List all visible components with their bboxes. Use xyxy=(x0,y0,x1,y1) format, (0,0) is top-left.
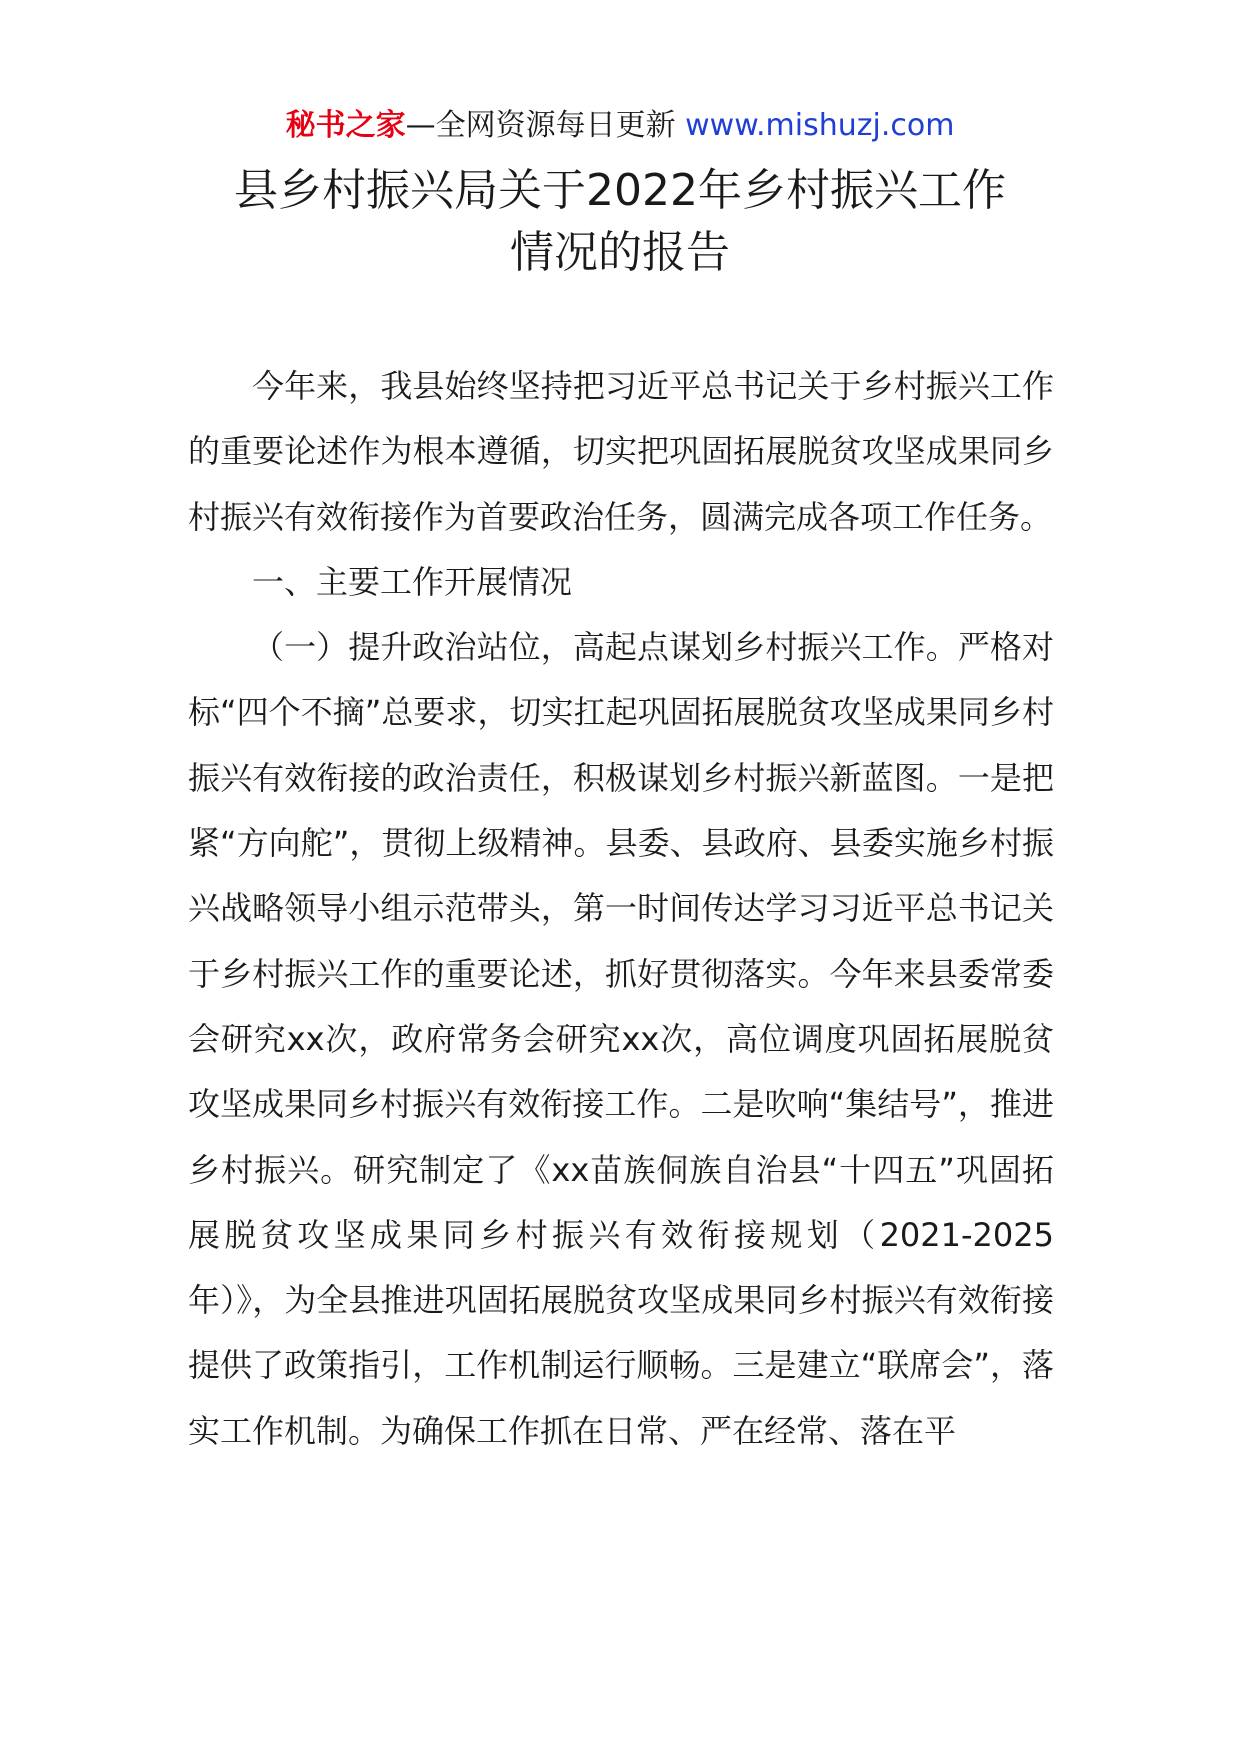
title-line-1: 县乡村振兴局关于2022年乡村振兴工作 xyxy=(234,165,1006,216)
body-paragraph: （一）提升政治站位，高起点谋划乡村振兴工作。严格对标“四个不摘”总要求，切实扛起巩固拓展脱贫攻坚成果同乡村振兴有效衔接的政治责任，积极谋划乡村振兴新蓝图。一是把紧“方向舵”，贯彻上级精神。县委、县政府、县委实施乡村振兴战略领导小组示范带头，第一时间传达学习习近平总书记关于乡村振兴工作的重要论述，抓好贯彻落实。今年来县委常委会研究xx次，政府常务会研究xx次，高位调度巩固拓展脱贫攻坚成果同乡村振兴有效衔接工作。二是吹响“集结号”，推进乡村振兴。研究制定了《xx苗族侗族自治县“十四五”巩固拓展脱贫攻坚成果同乡村振兴有效衔接规划（2021-2025年）》，为全县推进巩固拓展脱贫攻坚成果同乡村振兴有效衔接提供了政策指引，工作机制运行顺畅。三是建立“联席会”，落实工作机制。为确保工作抓在日常、严在经常、落在平 xyxy=(188,628,1054,1450)
intro-paragraph: 今年来，我县始终坚持把习近平总书记关于乡村振兴工作的重要论述作为根本遵循，切实把巩固拓展脱贫攻坚成果同乡村振兴有效衔接作为首要政治任务，圆满完成各项工作任务。 xyxy=(188,367,1054,536)
section-heading: 一、主要工作开展情况 xyxy=(252,562,573,601)
title-line-2: 情况的报告 xyxy=(510,227,730,278)
brand-name: 秘书之家 xyxy=(285,108,406,143)
document-title xyxy=(120,160,1120,284)
banner-slogan: —全网资源每日更新 xyxy=(405,108,676,143)
document-body xyxy=(188,354,1054,1464)
site-banner xyxy=(0,104,1240,148)
site-url-link[interactable]: www.mishuzj.com xyxy=(685,108,955,143)
